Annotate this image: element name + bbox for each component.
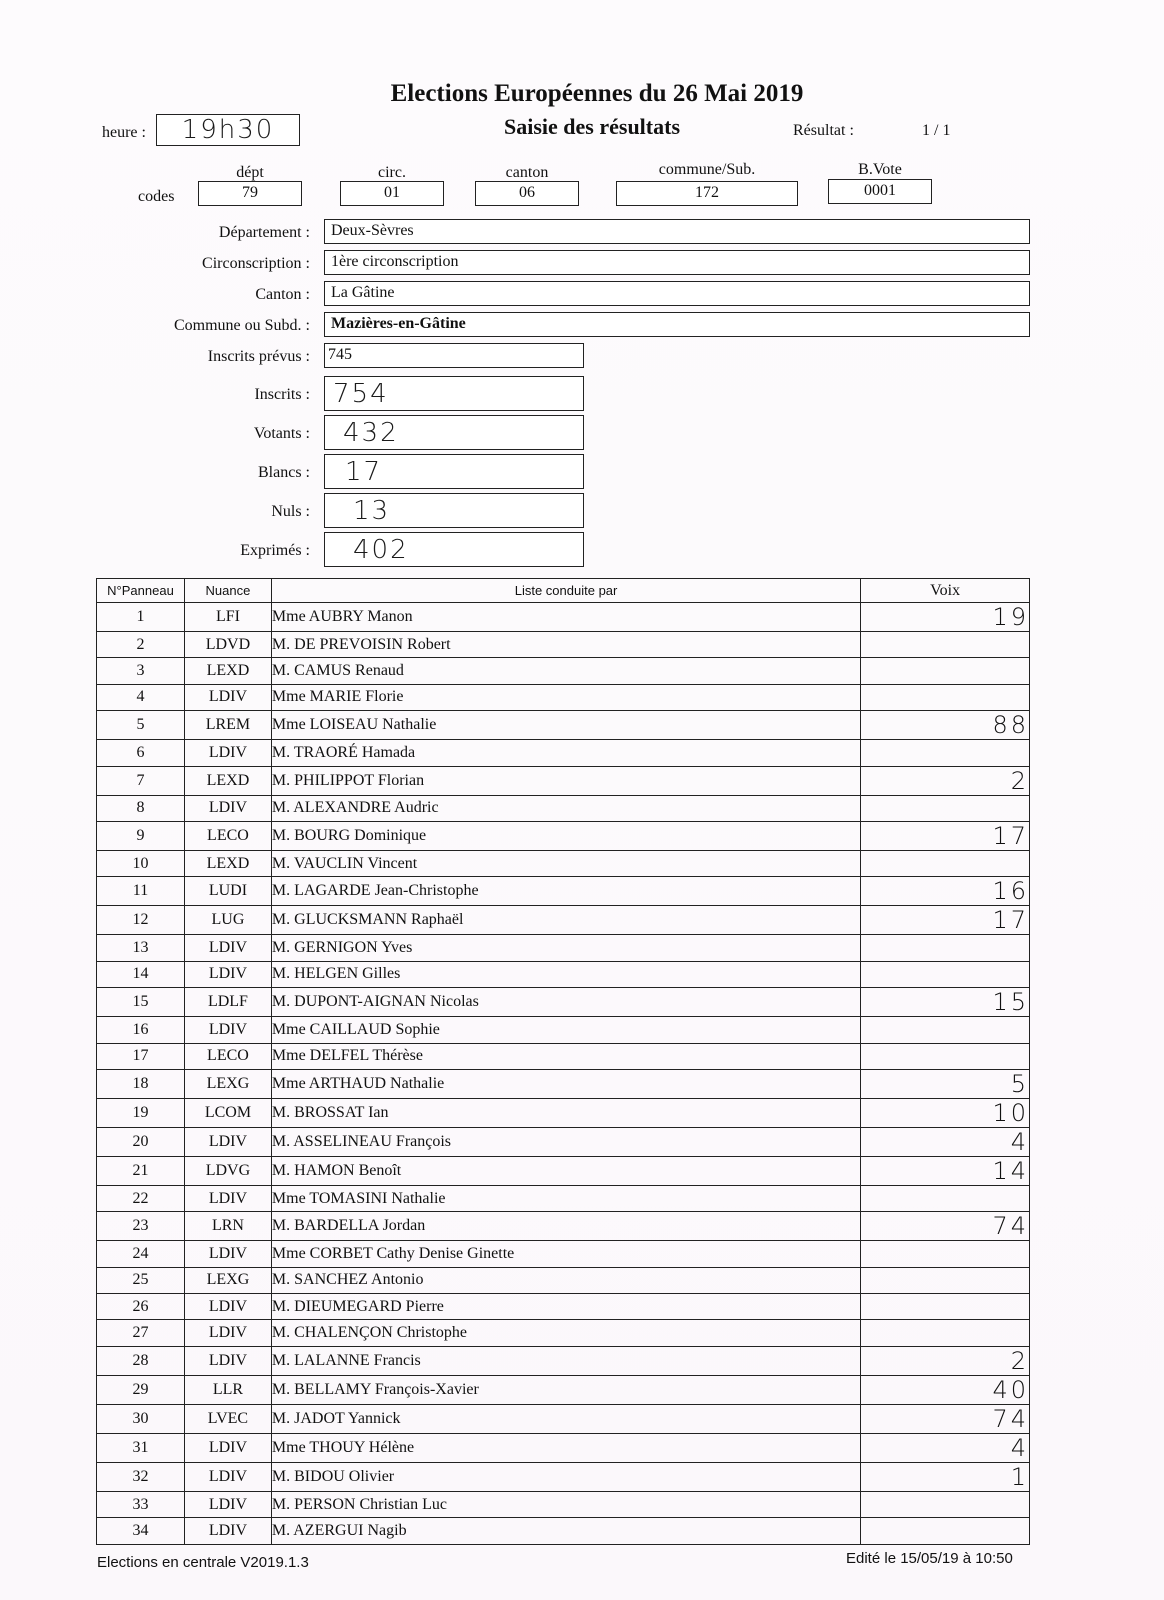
voix-cell[interactable]: 2 (861, 766, 1030, 795)
panneau-cell: 29 (97, 1375, 185, 1404)
nuance-cell: LDLF (184, 988, 271, 1017)
nuance-cell: LECO (184, 821, 271, 850)
voix-cell[interactable] (861, 632, 1030, 658)
table-row (97, 658, 1030, 684)
canton-field[interactable]: La Gâtine (324, 281, 1030, 306)
panneau-cell: 26 (97, 1294, 185, 1320)
voix-cell[interactable]: 1 (861, 1462, 1030, 1491)
inscrits-prevus-field[interactable]: 745 (324, 343, 584, 368)
voix-cell[interactable] (861, 850, 1030, 876)
liste-cell: Mme CORBET Cathy Denise Ginette (271, 1241, 860, 1267)
circonscription-label: Circonscription : (202, 255, 310, 272)
exprimes-field[interactable]: 402 (324, 532, 584, 567)
commune-field[interactable]: Mazières-en-Gâtine (324, 312, 1030, 337)
votants-label: Votants : (253, 425, 310, 442)
voix-cell[interactable] (861, 1043, 1030, 1069)
nuance-cell: LDIV (184, 740, 271, 766)
nuance-cell: LUG (184, 906, 271, 935)
voix-cell[interactable]: 88 (861, 711, 1030, 740)
nuance-cell: LDIV (184, 1346, 271, 1375)
liste-cell: Mme DELFEL Thérèse (271, 1043, 860, 1069)
liste-cell: Mme THOUY Hélène (271, 1433, 860, 1462)
panneau-cell: 31 (97, 1433, 185, 1462)
nuance-cell: LVEC (184, 1404, 271, 1433)
voix-cell[interactable]: 4 (861, 1433, 1030, 1462)
voix-cell[interactable]: 2 (861, 1346, 1030, 1375)
dept-label: dépt (236, 164, 264, 181)
table-row (97, 850, 1030, 876)
nuance-cell: LDIV (184, 1462, 271, 1491)
inscrits-prevus-label: Inscrits prévus : (207, 348, 310, 365)
nuance-cell: LLR (184, 1375, 271, 1404)
liste-cell: Mme AUBRY Manon (271, 603, 860, 632)
canton-code-field[interactable]: 06 (475, 181, 579, 206)
table-row (97, 711, 1030, 740)
nuance-cell: LDIV (184, 1017, 271, 1043)
liste-cell: Mme LOISEAU Nathalie (271, 711, 860, 740)
liste-cell: M. LALANNE Francis (271, 1346, 860, 1375)
blancs-label: Blancs : (258, 464, 310, 481)
form-title: Elections Européennes du 26 Mai 2019 (390, 80, 804, 107)
exprimes-label: Exprimés : (240, 542, 310, 559)
panneau-cell: 32 (97, 1462, 185, 1491)
footer-edit-date: Edité le 15/05/19 à 10:50 (846, 1550, 1013, 1567)
voix-cell[interactable]: 4 (861, 1127, 1030, 1156)
heure-label: heure : (102, 124, 146, 141)
voix-cell[interactable]: 17 (861, 821, 1030, 850)
panneau-cell: 13 (97, 935, 185, 961)
nuance-cell: LDIV (184, 1127, 271, 1156)
nuance-cell: LDIV (184, 1518, 271, 1544)
panneau-cell: 22 (97, 1185, 185, 1211)
voix-cell[interactable]: 74 (861, 1404, 1030, 1433)
table-row (97, 1127, 1030, 1156)
panneau-cell: 1 (97, 603, 185, 632)
table-row (97, 1433, 1030, 1462)
liste-cell: M. PHILIPPOT Florian (271, 766, 860, 795)
nuance-cell: LFI (184, 603, 271, 632)
table-row (97, 1491, 1030, 1517)
voix-cell[interactable] (861, 1518, 1030, 1544)
panneau-cell: 28 (97, 1346, 185, 1375)
results-table (96, 578, 1030, 1545)
resultat-label: Résultat : (793, 122, 854, 139)
table-row (97, 684, 1030, 710)
panneau-cell: 33 (97, 1491, 185, 1517)
panneau-cell: 9 (97, 821, 185, 850)
voix-cell[interactable]: 17 (861, 906, 1030, 935)
canton-code-label: canton (505, 164, 549, 181)
col-header-panneau: N°Panneau (97, 579, 185, 603)
nuance-cell: LCOM (184, 1098, 271, 1127)
form-subtitle: Saisie des résultats (504, 114, 680, 139)
votants-field[interactable]: 432 (324, 415, 584, 450)
circ-code-field[interactable]: 01 (340, 181, 444, 206)
voix-cell[interactable] (861, 1185, 1030, 1211)
resultat-value: 1 / 1 (922, 122, 951, 139)
table-row (97, 1069, 1030, 1098)
panneau-cell: 18 (97, 1069, 185, 1098)
liste-cell: M. TRAORÉ Hamada (271, 740, 860, 766)
nuance-cell: LDIV (184, 684, 271, 710)
liste-cell: M. GLUCKSMANN Raphaël (271, 906, 860, 935)
liste-cell: M. ASSELINEAU François (271, 1127, 860, 1156)
voix-cell[interactable] (861, 740, 1030, 766)
panneau-cell: 4 (97, 684, 185, 710)
nuance-cell: LDIV (184, 795, 271, 821)
col-header-nuance: Nuance (184, 579, 271, 603)
table-row (97, 1098, 1030, 1127)
nuls-label: Nuls : (271, 503, 310, 520)
panneau-cell: 23 (97, 1212, 185, 1241)
table-row (97, 1294, 1030, 1320)
table-row (97, 795, 1030, 821)
table-header-row (97, 579, 1030, 603)
nuance-cell: LUDI (184, 877, 271, 906)
panneau-cell: 3 (97, 658, 185, 684)
voix-cell[interactable] (861, 935, 1030, 961)
nuance-cell: LDVD (184, 632, 271, 658)
liste-cell: M. VAUCLIN Vincent (271, 850, 860, 876)
liste-cell: M. ALEXANDRE Audric (271, 795, 860, 821)
nuance-cell: LDIV (184, 1491, 271, 1517)
commune-code-field[interactable]: 172 (616, 181, 798, 206)
liste-cell: M. BOURG Dominique (271, 821, 860, 850)
voix-cell[interactable]: 15 (861, 988, 1030, 1017)
liste-cell: M. HAMON Benoît (271, 1156, 860, 1185)
nuance-cell: LREM (184, 711, 271, 740)
table-row (97, 877, 1030, 906)
voix-cell[interactable]: 5 (861, 1069, 1030, 1098)
table-row (97, 1518, 1030, 1544)
liste-cell: M. PERSON Christian Luc (271, 1491, 860, 1517)
footer-version: Elections en centrale V2019.1.3 (97, 1554, 309, 1571)
nuance-cell: LDIV (184, 1185, 271, 1211)
panneau-cell: 27 (97, 1320, 185, 1346)
nuance-cell: LDIV (184, 1241, 271, 1267)
dept-code-field[interactable]: 79 (198, 181, 302, 206)
table-row (97, 603, 1030, 632)
panneau-cell: 2 (97, 632, 185, 658)
panneau-cell: 12 (97, 906, 185, 935)
table-row (97, 1185, 1030, 1211)
liste-cell: M. SANCHEZ Antonio (271, 1267, 860, 1293)
voix-cell[interactable] (861, 1241, 1030, 1267)
inscrits-label: Inscrits : (254, 386, 310, 403)
liste-cell: M. BELLAMY François-Xavier (271, 1375, 860, 1404)
liste-cell: M. GERNIGON Yves (271, 935, 860, 961)
table-row (97, 1462, 1030, 1491)
table-row (97, 1267, 1030, 1293)
panneau-cell: 19 (97, 1098, 185, 1127)
liste-cell: M. JADOT Yannick (271, 1404, 860, 1433)
voix-cell[interactable]: 16 (861, 877, 1030, 906)
liste-cell: M. DIEUMEGARD Pierre (271, 1294, 860, 1320)
table-row (97, 906, 1030, 935)
nuance-cell: LEXD (184, 850, 271, 876)
liste-cell: M. DUPONT-AIGNAN Nicolas (271, 988, 860, 1017)
liste-cell: M. HELGEN Gilles (271, 961, 860, 987)
departement-field[interactable]: Deux-Sèvres (324, 219, 1030, 244)
inscrits-field[interactable]: 754 (324, 376, 584, 411)
table-row (97, 821, 1030, 850)
liste-cell: M. LAGARDE Jean-Christophe (271, 877, 860, 906)
voix-cell[interactable] (861, 1491, 1030, 1517)
nuance-cell: LDIV (184, 1433, 271, 1462)
table-row (97, 1017, 1030, 1043)
panneau-cell: 16 (97, 1017, 185, 1043)
nuance-cell: LDIV (184, 1320, 271, 1346)
panneau-cell: 25 (97, 1267, 185, 1293)
panneau-cell: 34 (97, 1518, 185, 1544)
heure-field[interactable]: 19h30 (156, 114, 300, 146)
nuls-field[interactable]: 13 (324, 493, 584, 528)
canton-label: Canton : (255, 286, 310, 303)
table-row (97, 1212, 1030, 1241)
nuance-cell: LEXD (184, 658, 271, 684)
table-row (97, 1375, 1030, 1404)
table-row (97, 1346, 1030, 1375)
liste-cell: Mme CAILLAUD Sophie (271, 1017, 860, 1043)
liste-cell: M. CHALENÇON Christophe (271, 1320, 860, 1346)
nuance-cell: LEXG (184, 1267, 271, 1293)
panneau-cell: 24 (97, 1241, 185, 1267)
nuance-cell: LECO (184, 1043, 271, 1069)
voix-cell[interactable]: 40 (861, 1375, 1030, 1404)
voix-cell[interactable] (861, 961, 1030, 987)
circ-label: circ. (378, 164, 406, 181)
liste-cell: Mme ARTHAUD Nathalie (271, 1069, 860, 1098)
voix-cell[interactable] (861, 795, 1030, 821)
nuance-cell: LEXD (184, 766, 271, 795)
bvote-code-field[interactable]: 0001 (828, 179, 932, 204)
voix-cell[interactable] (861, 1320, 1030, 1346)
liste-cell: M. BARDELLA Jordan (271, 1212, 860, 1241)
panneau-cell: 17 (97, 1043, 185, 1069)
liste-cell: M. AZERGUI Nagib (271, 1518, 860, 1544)
table-row (97, 1043, 1030, 1069)
voix-cell[interactable]: 10 (861, 1098, 1030, 1127)
departement-label: Département : (218, 224, 310, 241)
panneau-cell: 10 (97, 850, 185, 876)
voix-cell[interactable] (861, 1294, 1030, 1320)
table-row (97, 1241, 1030, 1267)
panneau-cell: 7 (97, 766, 185, 795)
nuance-cell: LDIV (184, 935, 271, 961)
circonscription-field[interactable]: 1ère circonscription (324, 250, 1030, 275)
voix-cell[interactable]: 74 (861, 1212, 1030, 1241)
panneau-cell: 15 (97, 988, 185, 1017)
blancs-field[interactable]: 17 (324, 454, 584, 489)
table-row (97, 935, 1030, 961)
voix-cell[interactable] (861, 1017, 1030, 1043)
panneau-cell: 20 (97, 1127, 185, 1156)
panneau-cell: 8 (97, 795, 185, 821)
table-row (97, 632, 1030, 658)
liste-cell: M. CAMUS Renaud (271, 658, 860, 684)
voix-cell[interactable] (861, 658, 1030, 684)
panneau-cell: 6 (97, 740, 185, 766)
liste-cell: Mme TOMASINI Nathalie (271, 1185, 860, 1211)
liste-cell: M. DE PREVOISIN Robert (271, 632, 860, 658)
voix-cell[interactable]: 19 (861, 603, 1030, 632)
liste-cell: M. BROSSAT Ian (271, 1098, 860, 1127)
nuance-cell: LDIV (184, 1294, 271, 1320)
voix-cell[interactable] (861, 1267, 1030, 1293)
nuance-cell: LEXG (184, 1069, 271, 1098)
commune-code-label: commune/Sub. (658, 161, 756, 178)
voix-cell[interactable]: 14 (861, 1156, 1030, 1185)
table-row (97, 740, 1030, 766)
table-row (97, 988, 1030, 1017)
commune-label: Commune ou Subd. : (173, 317, 310, 334)
panneau-cell: 5 (97, 711, 185, 740)
voix-cell[interactable] (861, 684, 1030, 710)
table-row (97, 766, 1030, 795)
codes-label: codes (138, 188, 175, 205)
table-row (97, 961, 1030, 987)
panneau-cell: 30 (97, 1404, 185, 1433)
bvote-label: B.Vote (858, 161, 902, 178)
nuance-cell: LDVG (184, 1156, 271, 1185)
nuance-cell: LRN (184, 1212, 271, 1241)
liste-cell: M. BIDOU Olivier (271, 1462, 860, 1491)
col-header-voix: Voix (861, 579, 1030, 603)
panneau-cell: 14 (97, 961, 185, 987)
liste-cell: Mme MARIE Florie (271, 684, 860, 710)
table-row (97, 1404, 1030, 1433)
nuance-cell: LDIV (184, 961, 271, 987)
col-header-liste: Liste conduite par (271, 579, 860, 603)
table-row (97, 1320, 1030, 1346)
table-row (97, 1156, 1030, 1185)
panneau-cell: 21 (97, 1156, 185, 1185)
panneau-cell: 11 (97, 877, 185, 906)
